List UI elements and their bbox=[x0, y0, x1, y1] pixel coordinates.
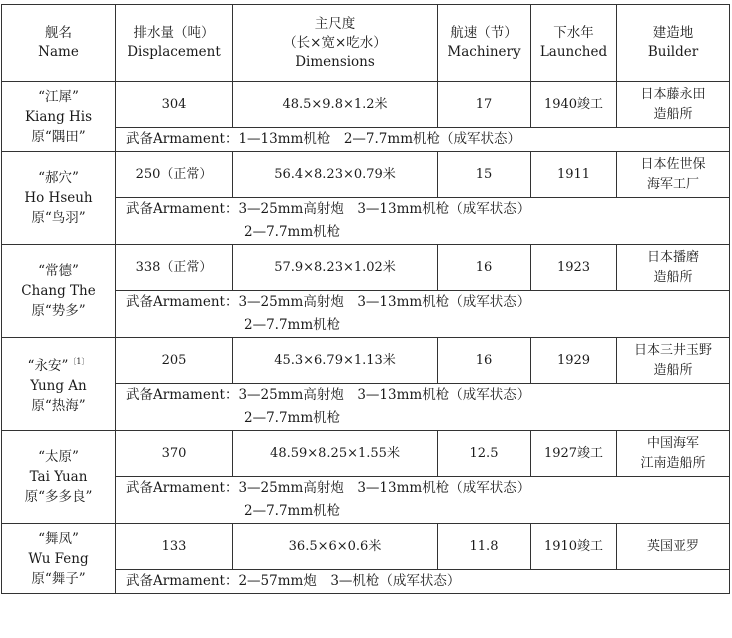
speed-cell: 15 bbox=[438, 152, 531, 198]
armament-cell bbox=[116, 570, 730, 594]
ship-name-line bbox=[2, 87, 115, 107]
armament-line-2: 2—7.7mm机枪 bbox=[244, 224, 341, 240]
builder-cell bbox=[617, 524, 730, 570]
builder-line-1: 中国海军 bbox=[646, 435, 699, 451]
ship-spec-row bbox=[2, 431, 730, 477]
displacement-cell: 205 bbox=[116, 338, 233, 384]
builder-cell bbox=[617, 338, 730, 384]
header-speed bbox=[438, 5, 531, 82]
dimensions-cell: 48.5×9.8×1.2米 bbox=[233, 82, 438, 128]
ship-name-en: Chang The bbox=[21, 283, 96, 299]
launched-cell: 1910竣工 bbox=[531, 524, 617, 570]
armament-cell bbox=[116, 384, 730, 431]
builder-line-2: 海军工厂 bbox=[646, 176, 699, 192]
ship-original-name: 原“势多” bbox=[31, 303, 86, 319]
ship-name-line bbox=[2, 168, 115, 188]
launched-cell: 1929 bbox=[531, 338, 617, 384]
ship-spec-row bbox=[2, 152, 730, 198]
builder-line-1: 日本三井玉野 bbox=[633, 342, 712, 358]
armament-line-1: 武备Armament：3—25mm高射炮 3—13mm机枪（成军状态） bbox=[126, 201, 531, 217]
ship-name-en: Wu Feng bbox=[28, 550, 89, 567]
ship-specs-table bbox=[1, 4, 730, 594]
ship-name: “永安” bbox=[27, 358, 69, 374]
header-builder bbox=[617, 5, 730, 82]
header-speed-cn: 航速（节） bbox=[450, 25, 518, 41]
dimensions-cell: 56.4×8.23×0.79米 bbox=[233, 152, 438, 198]
speed-cell: 17 bbox=[438, 82, 531, 128]
armament-cell bbox=[116, 198, 730, 245]
displacement-cell: 370 bbox=[116, 431, 233, 477]
displacement-cell: 304 bbox=[116, 82, 233, 128]
header-dimensions-sub: （长×宽×吃水） bbox=[283, 34, 387, 51]
launched-cell: 1923 bbox=[531, 245, 617, 291]
ship-original-name: 原“多多良” bbox=[24, 489, 93, 505]
armament-line-1: 武备Armament：3—25mm高射炮 3—13mm机枪（成军状态） bbox=[126, 480, 531, 496]
header-builder-cn: 建造地 bbox=[652, 25, 694, 41]
armament-cell bbox=[116, 477, 730, 524]
builder-line-1: 日本播磨 bbox=[646, 249, 699, 265]
header-displacement-cn: 排水量（吨） bbox=[133, 25, 215, 41]
header-displacement bbox=[116, 5, 233, 82]
builder-line-2: 江南造船所 bbox=[640, 455, 706, 471]
dimensions-cell: 48.59×8.25×1.55米 bbox=[233, 431, 438, 477]
ship-name-line bbox=[2, 261, 115, 281]
displacement-cell: 250（正常） bbox=[116, 152, 233, 198]
header-name-cn: 舰名 bbox=[45, 25, 72, 41]
launched-cell: 1927竣工 bbox=[531, 431, 617, 477]
dimensions-cell: 36.5×6×0.6米 bbox=[233, 524, 438, 570]
builder-cell bbox=[617, 431, 730, 477]
launched-cell: 1940竣工 bbox=[531, 82, 617, 128]
builder-cell bbox=[617, 152, 730, 198]
ship-original-name: 原“热海” bbox=[31, 398, 86, 414]
builder-line-1: 日本藤永田 bbox=[640, 86, 706, 102]
armament-line-1: 武备Armament：1—13mm机枪 2—7.7mm机枪（成军状态） bbox=[126, 131, 521, 147]
ship-name-cell bbox=[2, 152, 116, 245]
speed-cell: 11.8 bbox=[438, 524, 531, 570]
builder-line-2: 造船所 bbox=[653, 269, 693, 285]
ship-name-line bbox=[2, 352, 115, 376]
ship-name-line bbox=[2, 529, 115, 549]
header-dimensions bbox=[233, 5, 438, 82]
ship-name-en: Yung An bbox=[30, 378, 87, 394]
armament-line-1: 武备Armament：3—25mm高射炮 3—13mm机枪（成军状态） bbox=[126, 294, 531, 310]
ship-name: “郝穴” bbox=[38, 170, 79, 186]
header-displacement-en: Displacement bbox=[127, 44, 221, 60]
ship-name-cell bbox=[2, 82, 116, 152]
speed-cell: 16 bbox=[438, 338, 531, 384]
ship-name-en: Tai Yuan bbox=[29, 469, 88, 485]
dimensions-cell: 57.9×8.23×1.02米 bbox=[233, 245, 438, 291]
ship-name: “舞凤” bbox=[38, 530, 79, 547]
ship-name-line bbox=[2, 447, 115, 467]
armament-line-2: 2—7.7mm机枪 bbox=[244, 410, 341, 426]
builder-cell bbox=[617, 245, 730, 291]
ship-name: “太原” bbox=[38, 449, 79, 465]
header-dimensions-cn: 主尺度 bbox=[314, 15, 356, 32]
ship-name: “江犀” bbox=[38, 88, 79, 105]
header-row bbox=[2, 5, 730, 82]
dimensions-cell: 45.3×6.79×1.13米 bbox=[233, 338, 438, 384]
ship-name-cell bbox=[2, 245, 116, 338]
builder-line-2: 造船所 bbox=[653, 106, 693, 122]
ship-spec-row bbox=[2, 524, 730, 570]
armament-line-1: 武备Armament：3—25mm高射炮 3—13mm机枪（成军状态） bbox=[126, 387, 531, 403]
header-launched bbox=[531, 5, 617, 82]
builder-line-1: 日本佐世保 bbox=[640, 156, 706, 172]
header-name bbox=[2, 5, 116, 82]
ship-original-name: 原“舞子” bbox=[31, 570, 86, 587]
builder-cell bbox=[617, 82, 730, 128]
armament-line-1: 武备Armament：2—57mm炮 3—机枪（成军状态） bbox=[126, 573, 461, 589]
ship-original-name: 原“隅田” bbox=[31, 128, 86, 145]
speed-cell: 16 bbox=[438, 245, 531, 291]
ship-name-en: Kiang His bbox=[24, 108, 93, 125]
builder-line-1: 英国亚罗 bbox=[646, 538, 699, 554]
header-dimensions-en: Dimensions bbox=[295, 53, 375, 70]
ship-name-cell bbox=[2, 524, 116, 594]
ship-name-cell bbox=[2, 431, 116, 524]
ship-spec-row bbox=[2, 245, 730, 291]
displacement-cell: 133 bbox=[116, 524, 233, 570]
ship-spec-row bbox=[2, 82, 730, 128]
header-speed-en: Machinery bbox=[447, 44, 521, 60]
builder-line-2: 造船所 bbox=[653, 362, 693, 378]
ship-original-name: 原“鸟羽” bbox=[31, 210, 86, 226]
header-launched-en: Launched bbox=[539, 44, 608, 60]
ship-name: “常德” bbox=[38, 263, 79, 279]
ship-spec-row bbox=[2, 338, 730, 384]
ship-name-cell bbox=[2, 338, 116, 431]
header-builder-en: Builder bbox=[647, 44, 699, 60]
armament-cell bbox=[116, 291, 730, 338]
header-name-en: Name bbox=[38, 44, 79, 60]
launched-cell: 1911 bbox=[531, 152, 617, 198]
ship-name-en: Ho Hseuh bbox=[24, 190, 93, 206]
armament-line-2: 2—7.7mm机枪 bbox=[244, 503, 341, 519]
speed-cell: 12.5 bbox=[438, 431, 531, 477]
armament-line-2: 2—7.7mm机枪 bbox=[244, 317, 341, 333]
displacement-cell: 338（正常） bbox=[116, 245, 233, 291]
header-launched-cn: 下水年 bbox=[553, 25, 594, 41]
ship-note-mark: 〔1〕 bbox=[68, 357, 90, 366]
armament-cell bbox=[116, 128, 730, 152]
